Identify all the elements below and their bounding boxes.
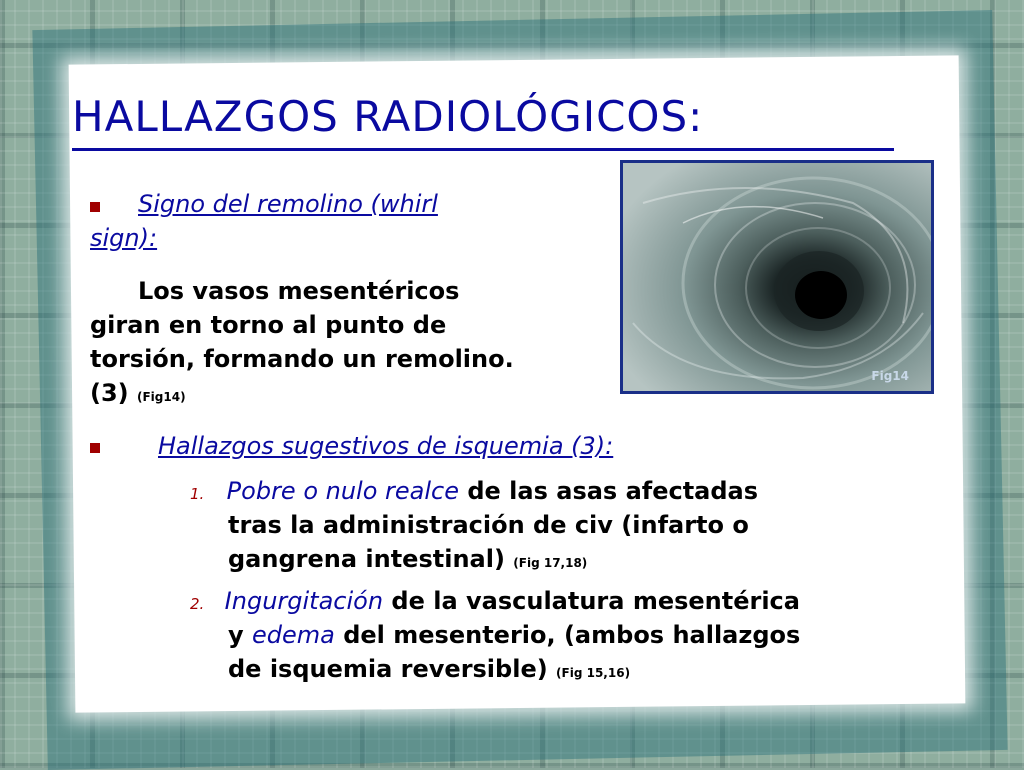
item2-line2-prefix: y [228, 621, 252, 649]
item2-line2-suffix: del mesenterio, (ambos hallazgos [334, 621, 801, 649]
title-underline [72, 148, 894, 151]
section1-heading-line2: sign): [90, 224, 158, 252]
figure-caption: Fig14 [871, 369, 909, 383]
bullet-square-icon [90, 443, 100, 453]
item2-number: 2. [190, 595, 205, 613]
section1-body-line1: Los vasos mesentéricos [138, 277, 460, 305]
item2-line2 [228, 618, 800, 652]
item2-emph: Ingurgitación [224, 587, 384, 615]
item1-text3: gangrena intestinal) [228, 545, 514, 573]
section1-fig-ref: (Fig14) [137, 390, 186, 404]
item2-text3: de isquemia reversible) [228, 655, 557, 683]
bullet-square-icon [90, 202, 100, 212]
section1-body-line2: giran en torno al punto de [90, 311, 447, 339]
whirl-figure [620, 160, 934, 394]
item1-fig-ref: (Fig 17,18) [513, 556, 588, 570]
item2-text1: de la vasculatura mesentérica [383, 587, 800, 615]
section1-heading-line1: Signo del remolino (whirl [138, 190, 438, 218]
whirlpool-image [623, 163, 931, 391]
item1-text1: de las asas afectadas [459, 477, 759, 505]
item2-line1 [190, 584, 800, 621]
item1-number: 1. [190, 485, 205, 503]
item2-line3 [228, 652, 630, 690]
section2-heading: Hallazgos sugestivos de isquemia (3): [158, 432, 614, 460]
item1-emph: Pobre o nulo realce [226, 477, 460, 505]
item1-line3 [228, 542, 587, 580]
section1-ref-line [90, 376, 186, 414]
item1-line2: tras la administración de civ (infarto o [228, 511, 749, 539]
item1-line1 [190, 474, 758, 511]
slide-title: HALLAZGOS RADIOLÓGICOS: [72, 92, 704, 141]
item2-fig-ref: (Fig 15,16) [556, 666, 631, 680]
item2-emph2: edema [252, 621, 335, 649]
section1-ref: (3) [90, 379, 129, 407]
section1-body-line3: torsión, formando un remolino. [90, 345, 514, 373]
